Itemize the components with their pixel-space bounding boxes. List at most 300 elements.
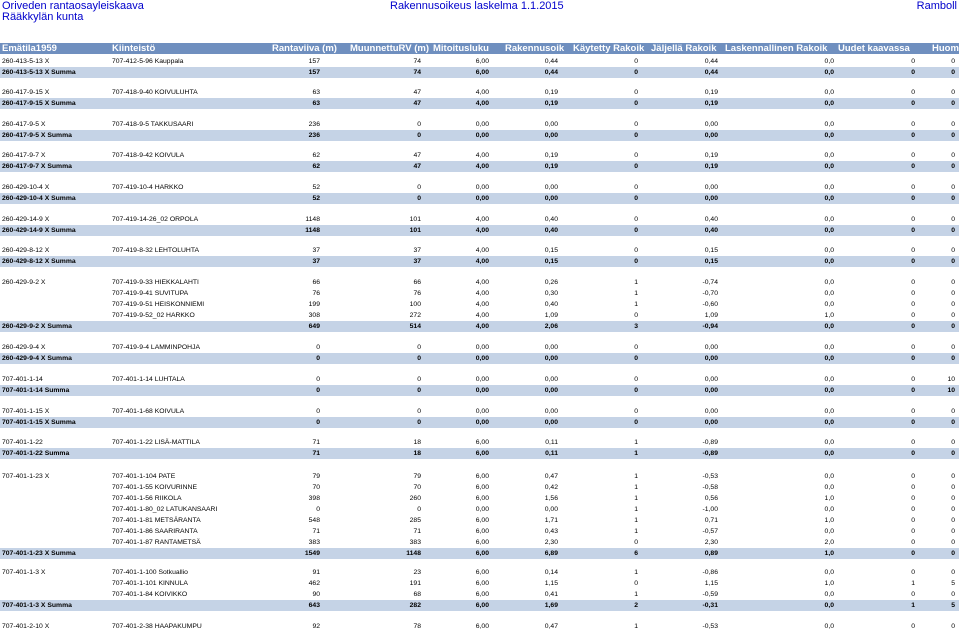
cell-huom: 0 xyxy=(951,439,955,446)
cell-rakennusoik: 2,30 xyxy=(544,539,558,546)
cell-huom: 0 xyxy=(951,569,955,576)
cell-emätila: 260-429-8-12 X xyxy=(2,247,50,254)
cell-mitoitusluku: 4,00 xyxy=(475,163,489,170)
col-jaljella-rakoik: Jäljellä Rakoik xyxy=(651,43,717,54)
summary-row xyxy=(0,548,959,559)
cell-laskennallinen-rakoik: 0,0 xyxy=(824,195,834,202)
cell-muunnettu-rv: 191 xyxy=(409,580,421,587)
summary-row xyxy=(0,161,959,172)
cell-kaytetty-rakoik: 0 xyxy=(634,121,638,128)
cell-emätila: 707-401-2-10 X xyxy=(2,623,50,630)
cell-jaljella-rakoik: 0,00 xyxy=(704,132,718,139)
cell-rakennusoik: 1,69 xyxy=(544,602,558,609)
cell-rakennusoik: 0,00 xyxy=(544,195,558,202)
cell-kiinteistö: 707-419-8-32 LEHTOLUHTA xyxy=(112,247,200,254)
cell-mitoitusluku: 6,00 xyxy=(475,69,489,76)
cell-muunnettu-rv: 0 xyxy=(417,344,421,351)
cell-emätila: 260-417-9-5 X Summa xyxy=(2,132,72,139)
cell-muunnettu-rv: 76 xyxy=(413,290,421,297)
table-row xyxy=(0,482,959,493)
cell-rakennusoik: 0,42 xyxy=(544,484,558,491)
summary-row xyxy=(0,321,959,332)
cell-kaytetty-rakoik: 1 xyxy=(634,301,638,308)
cell-huom: 5 xyxy=(951,580,955,587)
cell-rakennusoik: 0,19 xyxy=(544,89,558,96)
cell-rakennusoik: 0,14 xyxy=(544,569,558,576)
summary-row xyxy=(0,448,959,459)
cell-jaljella-rakoik: 0,00 xyxy=(704,344,718,351)
cell-rantaviiva: 91 xyxy=(312,569,320,576)
cell-uudet-kaavassa: 0 xyxy=(911,89,915,96)
cell-uudet-kaavassa: 0 xyxy=(911,312,915,319)
cell-kiinteistö: 707-401-1-56 RIIKOLA xyxy=(112,495,182,502)
cell-uudet-kaavassa: 0 xyxy=(911,69,915,76)
cell-kiinteistö: 707-401-1-14 LUHTALA xyxy=(112,376,185,383)
cell-muunnettu-rv: 1148 xyxy=(406,550,421,557)
cell-kiinteistö: 707-419-9-51 HEISKONNIEMI xyxy=(112,301,205,308)
cell-rakennusoik: 0,47 xyxy=(544,473,558,480)
cell-muunnettu-rv: 0 xyxy=(417,132,421,139)
cell-emätila: 260-429-14-9 X xyxy=(2,216,50,223)
cell-uudet-kaavassa: 0 xyxy=(911,279,915,286)
cell-muunnettu-rv: 66 xyxy=(413,279,421,286)
summary-row xyxy=(0,225,959,236)
cell-kaytetty-rakoik: 2 xyxy=(634,602,638,609)
cell-emätila: 707-401-1-15 X Summa xyxy=(2,419,76,426)
cell-emätila: 707-401-1-23 X xyxy=(2,473,50,480)
cell-rakennusoik: 0,40 xyxy=(544,227,558,234)
cell-muunnettu-rv: 0 xyxy=(417,408,421,415)
cell-laskennallinen-rakoik: 0,0 xyxy=(824,439,834,446)
cell-kaytetty-rakoik: 0 xyxy=(634,258,638,265)
col-kiinteistö: Kiinteistö xyxy=(112,43,156,54)
cell-rakennusoik: 0,44 xyxy=(544,58,558,65)
cell-huom: 0 xyxy=(951,408,955,415)
cell-kaytetty-rakoik: 1 xyxy=(634,290,638,297)
cell-muunnettu-rv: 70 xyxy=(413,484,421,491)
cell-kiinteistö: 707-418-9-40 KOIVULUHTA xyxy=(112,89,198,96)
cell-jaljella-rakoik: -0,59 xyxy=(702,591,718,598)
cell-kaytetty-rakoik: 0 xyxy=(634,387,638,394)
cell-laskennallinen-rakoik: 1,0 xyxy=(824,580,834,587)
cell-laskennallinen-rakoik: 0,0 xyxy=(824,387,834,394)
cell-kaytetty-rakoik: 0 xyxy=(634,312,638,319)
cell-emätila: 260-429-10-4 X Summa xyxy=(2,195,76,202)
summary-row xyxy=(0,385,959,396)
cell-emätila: 707-401-1-15 X xyxy=(2,408,50,415)
cell-emätila: 260-429-9-2 X xyxy=(2,279,46,286)
cell-laskennallinen-rakoik: 0,0 xyxy=(824,69,834,76)
cell-mitoitusluku: 6,00 xyxy=(475,602,489,609)
cell-uudet-kaavassa: 0 xyxy=(911,419,915,426)
cell-jaljella-rakoik: 0,40 xyxy=(704,216,718,223)
cell-kiinteistö: 707-419-14-26_02 ORPOLA xyxy=(112,216,199,223)
cell-rantaviiva: 398 xyxy=(308,495,320,502)
cell-uudet-kaavassa: 0 xyxy=(911,376,915,383)
cell-rakennusoik: 0,44 xyxy=(544,69,558,76)
cell-rakennusoik: 0,00 xyxy=(544,419,558,426)
cell-muunnettu-rv: 0 xyxy=(417,387,421,394)
table-row xyxy=(0,471,959,482)
cell-huom: 0 xyxy=(951,163,955,170)
cell-jaljella-rakoik: 0,00 xyxy=(704,355,718,362)
cell-huom: 0 xyxy=(951,506,955,513)
cell-huom: 0 xyxy=(951,355,955,362)
col-muunnettu-rv: MuunnettuRV (m) xyxy=(350,43,429,54)
cell-laskennallinen-rakoik: 2,0 xyxy=(824,539,834,546)
cell-huom: 0 xyxy=(951,484,955,491)
cell-jaljella-rakoik: 0,40 xyxy=(704,227,718,234)
cell-uudet-kaavassa: 0 xyxy=(911,450,915,457)
cell-muunnettu-rv: 260 xyxy=(409,495,421,502)
document-title: Oriveden rantaosayleiskaava xyxy=(2,0,144,12)
cell-huom: 0 xyxy=(951,132,955,139)
cell-uudet-kaavassa: 0 xyxy=(911,100,915,107)
cell-laskennallinen-rakoik: 0,0 xyxy=(824,506,834,513)
cell-jaljella-rakoik: 2,30 xyxy=(704,539,718,546)
summary-row xyxy=(0,98,959,109)
cell-rakennusoik: 0,43 xyxy=(544,528,558,535)
cell-rantaviiva: 308 xyxy=(308,312,320,319)
cell-kiinteistö: 707-418-9-42 KOIVULA xyxy=(112,152,185,159)
cell-huom: 0 xyxy=(951,419,955,426)
cell-jaljella-rakoik: 1,09 xyxy=(704,312,718,319)
cell-huom: 0 xyxy=(951,591,955,598)
cell-muunnettu-rv: 47 xyxy=(413,163,421,170)
cell-mitoitusluku: 0,00 xyxy=(475,419,489,426)
cell-rantaviiva: 157 xyxy=(308,69,320,76)
cell-huom: 0 xyxy=(951,623,955,630)
cell-huom: 0 xyxy=(951,473,955,480)
cell-laskennallinen-rakoik: 0,0 xyxy=(824,89,834,96)
cell-huom: 0 xyxy=(951,495,955,502)
cell-kaytetty-rakoik: 0 xyxy=(634,152,638,159)
col-mitoitusluku: Mitoitusluku xyxy=(433,43,489,54)
cell-jaljella-rakoik: 0,00 xyxy=(704,387,718,394)
cell-rakennusoik: 0,19 xyxy=(544,163,558,170)
cell-rantaviiva: 649 xyxy=(308,323,320,330)
table-row xyxy=(0,119,959,130)
table-row xyxy=(0,504,959,515)
cell-rantaviiva: 66 xyxy=(312,279,320,286)
cell-kaytetty-rakoik: 1 xyxy=(634,484,638,491)
cell-kiinteistö: 707-401-1-22 LISÄ-MATTILA xyxy=(112,439,200,446)
cell-uudet-kaavassa: 0 xyxy=(911,163,915,170)
cell-laskennallinen-rakoik: 0,0 xyxy=(824,216,834,223)
cell-kaytetty-rakoik: 1 xyxy=(634,473,638,480)
cell-jaljella-rakoik: 0,19 xyxy=(704,152,718,159)
cell-mitoitusluku: 4,00 xyxy=(475,279,489,286)
cell-kaytetty-rakoik: 0 xyxy=(634,580,638,587)
cell-laskennallinen-rakoik: 0,0 xyxy=(824,279,834,286)
cell-kaytetty-rakoik: 1 xyxy=(634,591,638,598)
cell-uudet-kaavassa: 0 xyxy=(911,195,915,202)
cell-kiinteistö: 707-401-1-101 KINNULA xyxy=(112,580,188,587)
cell-jaljella-rakoik: 0,44 xyxy=(704,69,718,76)
cell-uudet-kaavassa: 0 xyxy=(911,216,915,223)
cell-jaljella-rakoik: 0,00 xyxy=(704,121,718,128)
cell-laskennallinen-rakoik: 0,0 xyxy=(824,376,834,383)
cell-muunnettu-rv: 74 xyxy=(413,58,421,65)
col-huom: Huom xyxy=(932,43,959,54)
col-rantaviiva: Rantaviiva (m) xyxy=(272,43,337,54)
cell-mitoitusluku: 0,00 xyxy=(475,195,489,202)
cell-rakennusoik: 0,40 xyxy=(544,301,558,308)
cell-rakennusoik: 0,30 xyxy=(544,290,558,297)
table-row xyxy=(0,182,959,193)
cell-kaytetty-rakoik: 0 xyxy=(634,419,638,426)
cell-rantaviiva: 70 xyxy=(312,484,320,491)
cell-kiinteistö: 707-401-1-81 METSÄRANTA xyxy=(112,517,201,524)
cell-kaytetty-rakoik: 1 xyxy=(634,450,638,457)
cell-uudet-kaavassa: 0 xyxy=(911,355,915,362)
cell-laskennallinen-rakoik: 0,0 xyxy=(824,408,834,415)
cell-emätila: 707-401-1-23 X Summa xyxy=(2,550,76,557)
document-subtitle: Rääkkylän kunta xyxy=(2,11,84,23)
cell-jaljella-rakoik: 0,00 xyxy=(704,376,718,383)
cell-kaytetty-rakoik: 0 xyxy=(634,376,638,383)
cell-mitoitusluku: 6,00 xyxy=(475,580,489,587)
cell-kiinteistö: 707-401-1-68 KOIVULA xyxy=(112,408,185,415)
cell-emätila: 260-429-9-2 X Summa xyxy=(2,323,72,330)
cell-rakennusoik: 1,56 xyxy=(544,495,558,502)
cell-uudet-kaavassa: 0 xyxy=(911,152,915,159)
cell-mitoitusluku: 0,00 xyxy=(475,376,489,383)
cell-rakennusoik: 0,19 xyxy=(544,100,558,107)
cell-jaljella-rakoik: -0,58 xyxy=(702,484,718,491)
cell-kaytetty-rakoik: 0 xyxy=(634,344,638,351)
cell-jaljella-rakoik: -0,86 xyxy=(702,569,718,576)
cell-rakennusoik: 2,06 xyxy=(544,323,558,330)
cell-jaljella-rakoik: 0,56 xyxy=(704,495,718,502)
cell-emätila: 260-429-9-4 X xyxy=(2,344,46,351)
cell-huom: 0 xyxy=(951,184,955,191)
summary-row xyxy=(0,600,959,611)
summary-row xyxy=(0,67,959,78)
cell-muunnettu-rv: 71 xyxy=(413,528,421,535)
cell-laskennallinen-rakoik: 0,0 xyxy=(824,58,834,65)
col-laskennallinen-rakoik: Laskennallinen Rakoik xyxy=(725,43,828,54)
cell-emätila: 707-401-1-14 Summa xyxy=(2,387,70,394)
cell-jaljella-rakoik: 0,71 xyxy=(704,517,718,524)
cell-laskennallinen-rakoik: 0,0 xyxy=(824,344,834,351)
table-row xyxy=(0,150,959,161)
cell-jaljella-rakoik: -0,74 xyxy=(702,279,718,286)
cell-rakennusoik: 0,00 xyxy=(544,184,558,191)
cell-jaljella-rakoik: -0,89 xyxy=(702,450,718,457)
cell-huom: 10 xyxy=(947,387,955,394)
cell-jaljella-rakoik: 1,15 xyxy=(704,580,718,587)
cell-mitoitusluku: 4,00 xyxy=(475,227,489,234)
cell-muunnettu-rv: 383 xyxy=(409,539,421,546)
cell-muunnettu-rv: 514 xyxy=(409,323,421,330)
cell-uudet-kaavassa: 0 xyxy=(911,591,915,598)
cell-kaytetty-rakoik: 1 xyxy=(634,506,638,513)
table-row xyxy=(0,589,959,600)
cell-mitoitusluku: 4,00 xyxy=(475,216,489,223)
cell-rantaviiva: 236 xyxy=(308,132,320,139)
cell-kiinteistö: 707-419-9-33 HIEKKALAHTI xyxy=(112,279,199,286)
cell-rakennusoik: 1,71 xyxy=(544,517,558,524)
cell-kiinteistö: 707-401-1-100 Sotkuallio xyxy=(112,569,188,576)
cell-muunnettu-rv: 68 xyxy=(413,591,421,598)
cell-jaljella-rakoik: 0,15 xyxy=(704,258,718,265)
cell-kiinteistö: 707-401-1-55 KOIVURINNE xyxy=(112,484,197,491)
cell-rantaviiva: 1148 xyxy=(305,227,320,234)
cell-laskennallinen-rakoik: 0,0 xyxy=(824,227,834,234)
cell-rantaviiva: 462 xyxy=(308,580,320,587)
cell-rantaviiva: 62 xyxy=(312,152,320,159)
report-title: Rakennusoikeus laskelma 1.1.2015 xyxy=(390,0,564,12)
cell-jaljella-rakoik: -0,53 xyxy=(702,623,718,630)
cell-mitoitusluku: 6,00 xyxy=(475,450,489,457)
cell-huom: 0 xyxy=(951,69,955,76)
cell-jaljella-rakoik: -0,53 xyxy=(702,473,718,480)
cell-emätila: 260-417-9-15 X xyxy=(2,89,50,96)
cell-emätila: 707-401-1-3 X xyxy=(2,569,46,576)
cell-kaytetty-rakoik: 0 xyxy=(634,58,638,65)
col-kaytetty-rakoik: Käytetty Rakoik xyxy=(573,43,645,54)
cell-huom: 0 xyxy=(951,100,955,107)
cell-muunnettu-rv: 37 xyxy=(413,258,421,265)
cell-mitoitusluku: 0,00 xyxy=(475,387,489,394)
cell-rantaviiva: 92 xyxy=(312,623,320,630)
cell-kaytetty-rakoik: 0 xyxy=(634,195,638,202)
cell-jaljella-rakoik: -0,94 xyxy=(702,323,718,330)
cell-emätila: 707-401-1-14 xyxy=(2,376,43,383)
cell-muunnettu-rv: 101 xyxy=(409,216,421,223)
cell-rantaviiva: 71 xyxy=(312,450,320,457)
cell-uudet-kaavassa: 0 xyxy=(911,58,915,65)
cell-rakennusoik: 0,00 xyxy=(544,121,558,128)
cell-rantaviiva: 1549 xyxy=(304,550,320,557)
cell-laskennallinen-rakoik: 0,0 xyxy=(824,323,834,330)
cell-rantaviiva: 236 xyxy=(308,121,320,128)
cell-mitoitusluku: 0,00 xyxy=(475,121,489,128)
table-row xyxy=(0,406,959,417)
cell-laskennallinen-rakoik: 0,0 xyxy=(824,152,834,159)
cell-mitoitusluku: 6,00 xyxy=(475,58,489,65)
cell-rantaviiva: 643 xyxy=(308,602,320,609)
cell-rakennusoik: 1,15 xyxy=(544,580,558,587)
cell-laskennallinen-rakoik: 0,0 xyxy=(824,602,834,609)
cell-muunnettu-rv: 78 xyxy=(413,623,421,630)
cell-laskennallinen-rakoik: 0,0 xyxy=(824,290,834,297)
cell-emätila: 260-417-9-15 X Summa xyxy=(2,100,76,107)
cell-kaytetty-rakoik: 0 xyxy=(634,184,638,191)
cell-muunnettu-rv: 0 xyxy=(417,419,421,426)
cell-jaljella-rakoik: 0,00 xyxy=(704,408,718,415)
cell-muunnettu-rv: 0 xyxy=(417,121,421,128)
cell-huom: 0 xyxy=(951,279,955,286)
cell-kiinteistö: 707-401-2-38 HAAPAKUMPU xyxy=(112,623,202,630)
cell-kaytetty-rakoik: 0 xyxy=(634,355,638,362)
cell-rantaviiva: 90 xyxy=(312,591,320,598)
cell-emätila: 260-429-10-4 X xyxy=(2,184,50,191)
cell-rakennusoik: 1,09 xyxy=(544,312,558,319)
cell-muunnettu-rv: 47 xyxy=(413,152,421,159)
cell-rantaviiva: 63 xyxy=(312,89,320,96)
cell-laskennallinen-rakoik: 0,0 xyxy=(824,528,834,535)
cell-uudet-kaavassa: 0 xyxy=(911,484,915,491)
cell-huom: 0 xyxy=(951,450,955,457)
cell-muunnettu-rv: 0 xyxy=(417,506,421,513)
cell-kaytetty-rakoik: 1 xyxy=(634,517,638,524)
cell-emätila: 260-413-5-13 X Summa xyxy=(2,69,76,76)
cell-uudet-kaavassa: 0 xyxy=(911,439,915,446)
cell-mitoitusluku: 6,00 xyxy=(475,569,489,576)
cell-rakennusoik: 0,40 xyxy=(544,216,558,223)
cell-emätila: 260-429-9-4 X Summa xyxy=(2,355,72,362)
cell-laskennallinen-rakoik: 0,0 xyxy=(824,132,834,139)
cell-muunnettu-rv: 0 xyxy=(417,376,421,383)
cell-muunnettu-rv: 0 xyxy=(417,184,421,191)
cell-huom: 0 xyxy=(951,290,955,297)
cell-rakennusoik: 0,47 xyxy=(544,623,558,630)
cell-kaytetty-rakoik: 0 xyxy=(634,408,638,415)
cell-kaytetty-rakoik: 1 xyxy=(634,623,638,630)
cell-kaytetty-rakoik: 1 xyxy=(634,279,638,286)
cell-laskennallinen-rakoik: 1,0 xyxy=(824,550,834,557)
cell-jaljella-rakoik: 0,00 xyxy=(704,195,718,202)
cell-rakennusoik: 0,26 xyxy=(544,279,558,286)
cell-emätila: 707-401-1-3 X Summa xyxy=(2,602,72,609)
cell-uudet-kaavassa: 0 xyxy=(911,121,915,128)
cell-huom: 0 xyxy=(951,312,955,319)
cell-jaljella-rakoik: 0,00 xyxy=(704,419,718,426)
cell-mitoitusluku: 6,00 xyxy=(475,484,489,491)
cell-rantaviiva: 0 xyxy=(316,387,320,394)
cell-kaytetty-rakoik: 0 xyxy=(634,100,638,107)
summary-row xyxy=(0,417,959,428)
cell-jaljella-rakoik: -0,31 xyxy=(702,602,718,609)
cell-mitoitusluku: 4,00 xyxy=(475,323,489,330)
cell-rantaviiva: 0 xyxy=(316,506,320,513)
table-row xyxy=(0,567,959,578)
cell-laskennallinen-rakoik: 0,0 xyxy=(824,591,834,598)
cell-rantaviiva: 79 xyxy=(312,473,320,480)
table-row xyxy=(0,493,959,504)
cell-uudet-kaavassa: 0 xyxy=(911,301,915,308)
cell-muunnettu-rv: 101 xyxy=(409,227,421,234)
cell-muunnettu-rv: 282 xyxy=(409,602,421,609)
cell-laskennallinen-rakoik: 1,0 xyxy=(824,495,834,502)
cell-emätila: 707-401-1-22 Summa xyxy=(2,450,70,457)
cell-jaljella-rakoik: 0,00 xyxy=(704,184,718,191)
cell-uudet-kaavassa: 0 xyxy=(911,258,915,265)
cell-mitoitusluku: 4,00 xyxy=(475,152,489,159)
cell-muunnettu-rv: 272 xyxy=(409,312,421,319)
cell-uudet-kaavassa: 0 xyxy=(911,344,915,351)
cell-uudet-kaavassa: 0 xyxy=(911,473,915,480)
cell-kaytetty-rakoik: 0 xyxy=(634,132,638,139)
cell-rakennusoik: 0,19 xyxy=(544,152,558,159)
cell-laskennallinen-rakoik: 0,0 xyxy=(824,301,834,308)
table-row xyxy=(0,299,959,310)
cell-muunnettu-rv: 23 xyxy=(413,569,421,576)
cell-rakennusoik: 0,11 xyxy=(545,439,558,446)
cell-mitoitusluku: 6,00 xyxy=(475,473,489,480)
cell-rakennusoik: 0,00 xyxy=(544,506,558,513)
cell-kiinteistö: 707-419-9-52_02 HARKKO xyxy=(112,312,195,319)
cell-huom: 10 xyxy=(947,376,955,383)
cell-mitoitusluku: 4,00 xyxy=(475,301,489,308)
cell-kiinteistö: 707-419-10-4 HARKKO xyxy=(112,184,184,191)
cell-uudet-kaavassa: 0 xyxy=(911,539,915,546)
cell-jaljella-rakoik: -0,57 xyxy=(702,528,718,535)
cell-muunnettu-rv: 100 xyxy=(409,301,421,308)
cell-uudet-kaavassa: 0 xyxy=(911,132,915,139)
